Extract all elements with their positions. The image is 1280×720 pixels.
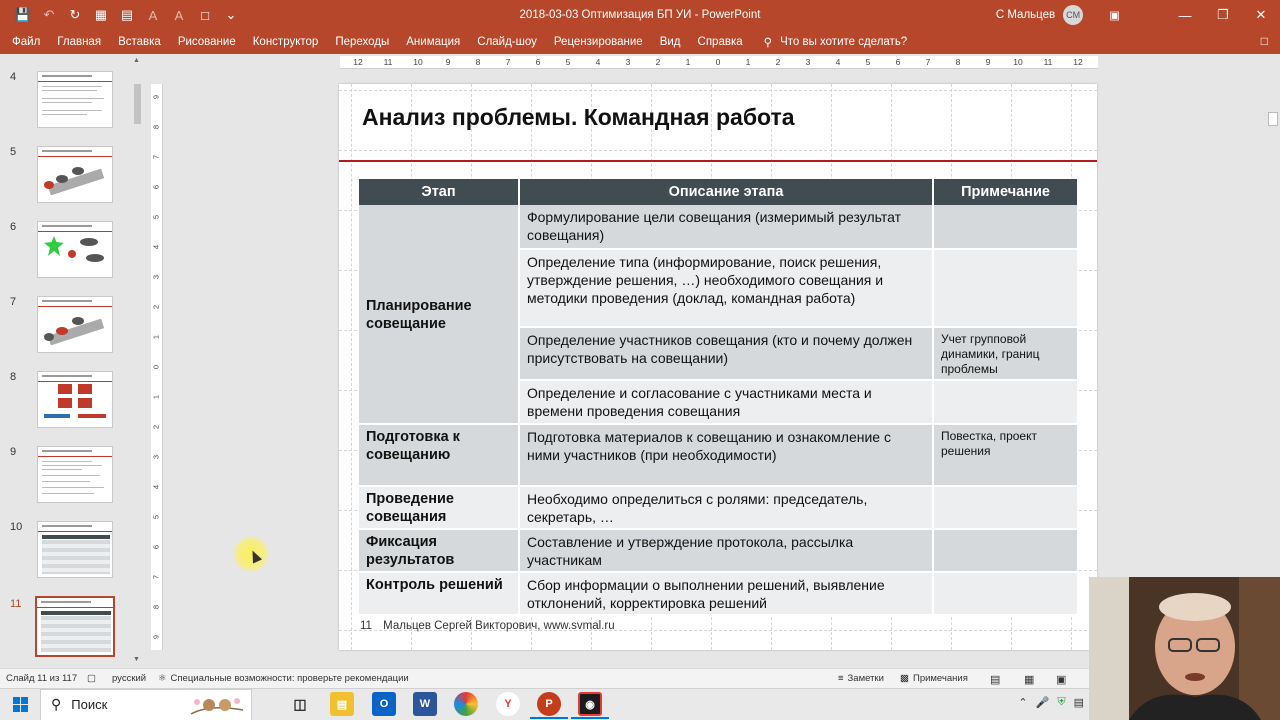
ruler-label: 8 xyxy=(955,57,961,67)
thumbnail-slide-11[interactable] xyxy=(0,598,132,662)
ruler-label: 10 xyxy=(1013,57,1023,67)
tab-home[interactable]: Главная xyxy=(57,36,102,48)
slide-title[interactable]: Анализ проблемы. Командная работа xyxy=(362,104,795,130)
quick-access-toolbar xyxy=(0,2,244,28)
table-header-row xyxy=(359,179,1077,205)
thumbnail-image xyxy=(37,446,113,503)
ruler-label: 7 xyxy=(925,57,931,67)
note-cell xyxy=(933,529,1077,572)
ruler-label: 2 xyxy=(775,57,781,67)
tab-slideshow[interactable]: Слайд-шоу xyxy=(477,36,537,48)
ruler-label: 5 xyxy=(151,214,161,220)
slide-thumbnails-pane xyxy=(0,54,146,668)
comment-icon: ▩ xyxy=(900,673,909,684)
save-icon[interactable]: 💾 xyxy=(14,7,32,22)
slide-sorter-icon[interactable]: ▦ xyxy=(1024,674,1035,686)
ribbon-tabs xyxy=(0,30,1280,54)
description-cell: Подготовка материалов к совещанию и ознакомление с ними участников (при необходимости) xyxy=(519,424,933,486)
ruler-label: 3 xyxy=(151,274,161,280)
note-cell xyxy=(933,205,1077,249)
description-cell: Определение участников совещания (кто и почему должен присутствовать на совещании) xyxy=(519,327,933,380)
ruler-label: 8 xyxy=(151,124,161,130)
notes-icon: ≡ xyxy=(838,673,844,684)
description-cell: Необходимо определиться с ролями: председатель, секретарь, … xyxy=(519,486,933,529)
window-title: 2018-03-03 Оптимизация БП УИ - PowerPoint xyxy=(519,9,761,21)
customize-qat-icon[interactable]: ⌄ xyxy=(225,7,237,22)
thumbnail-number: 7 xyxy=(10,296,17,308)
tray-chevron-icon[interactable]: ⌃ xyxy=(1018,697,1028,709)
comments-label: Примечания xyxy=(912,673,968,684)
scroll-down-icon[interactable]: ▼ xyxy=(133,656,140,663)
thumbnail-slide-4[interactable] xyxy=(0,71,132,135)
table-row xyxy=(359,529,1077,572)
security-icon[interactable]: ⛨ xyxy=(1057,696,1066,708)
thumbnail-number: 9 xyxy=(10,446,17,458)
presenter-video-icon xyxy=(1089,577,1280,720)
thumbnail-slide-9[interactable] xyxy=(0,446,132,510)
ruler-label: 2 xyxy=(151,304,161,310)
ruler-label: 8 xyxy=(475,57,481,67)
present-icon[interactable]: ▦ xyxy=(94,7,108,22)
ruler-label: 4 xyxy=(595,57,601,67)
thumbnail-slide-5[interactable] xyxy=(0,146,132,210)
start-button[interactable] xyxy=(0,689,40,720)
stage-control: Контроль решений xyxy=(359,572,519,615)
ruler-label: 8 xyxy=(151,604,161,610)
thumbnail-image xyxy=(37,146,113,203)
comments-button[interactable] xyxy=(900,673,968,684)
shape-icon[interactable]: □ xyxy=(201,7,209,23)
stage-planning: Планирование совещание xyxy=(359,205,519,424)
network-icon[interactable]: ▤ xyxy=(1073,697,1084,709)
thumbnail-number: 4 xyxy=(10,71,17,83)
search-label: Поиск xyxy=(71,697,108,712)
webcam-overlay xyxy=(1089,577,1280,720)
guide-line xyxy=(351,84,352,650)
ruler-label: 6 xyxy=(151,184,161,190)
title-bar xyxy=(0,0,1280,30)
thumbnail-image xyxy=(37,371,113,428)
ruler-label: 6 xyxy=(895,57,901,67)
from-start-icon[interactable]: ▤ xyxy=(120,7,134,22)
tell-me-search[interactable] xyxy=(764,35,908,49)
ruler-label: 2 xyxy=(655,57,661,67)
table-row xyxy=(359,486,1077,529)
tab-help[interactable]: Справка xyxy=(697,36,743,48)
language-indicator[interactable]: русский xyxy=(112,673,147,684)
stage-fixation: Фиксация результатов xyxy=(359,529,519,572)
minimize-icon[interactable]: — xyxy=(1178,7,1192,23)
powerpoint-icon[interactable]: P xyxy=(537,692,561,716)
reading-view-icon[interactable]: ▣ xyxy=(1056,674,1067,686)
ruler-label: 11 xyxy=(383,57,393,67)
thumbnail-number: 11 xyxy=(10,598,22,610)
stage-conduct: Проведение совещания xyxy=(359,486,519,529)
notes-label: Заметки xyxy=(847,673,884,684)
accessibility-label: Специальные возможности: проверьте рекомендации xyxy=(170,673,409,684)
thumbnail-slide-8[interactable] xyxy=(0,371,132,435)
tell-me-label: Что вы хотите сделать? xyxy=(780,36,908,48)
lightbulb-icon: ⚲ xyxy=(763,37,773,49)
header-stage: Этап xyxy=(359,179,519,205)
slide-number: 11 xyxy=(360,620,372,632)
accessibility-icon: ⚛ xyxy=(158,673,167,684)
file-explorer-icon[interactable]: ▤ xyxy=(330,692,354,716)
scrollbar-thumb[interactable] xyxy=(134,84,141,124)
tab-insert[interactable]: Вставка xyxy=(118,36,161,48)
yandex-browser-icon[interactable]: Y xyxy=(496,692,520,716)
close-icon[interactable]: ✕ xyxy=(1255,7,1267,22)
footer-text: Мальцев Сергей Викторович, www.svmal.ru xyxy=(383,620,615,632)
note-cell xyxy=(933,380,1077,424)
windows-taskbar xyxy=(0,688,1280,720)
thumbnail-image xyxy=(37,71,113,128)
ruler-label: 4 xyxy=(151,484,161,490)
windows-logo-icon xyxy=(13,697,28,712)
microphone-icon[interactable]: 🎤 xyxy=(1035,697,1050,709)
normal-view-icon[interactable]: ▤ xyxy=(990,674,1001,686)
note-cell xyxy=(933,572,1077,615)
guide-line xyxy=(339,90,1097,91)
scrollbar-thumb[interactable] xyxy=(1268,112,1278,126)
tab-transitions[interactable]: Переходы xyxy=(335,36,390,48)
outlook-icon[interactable]: O xyxy=(372,692,396,716)
tab-view[interactable]: Вид xyxy=(659,36,681,48)
thumbnail-slide-6[interactable] xyxy=(0,221,132,285)
horizontal-ruler xyxy=(340,56,1098,69)
thumbnail-slide-7[interactable] xyxy=(0,296,132,360)
taskbar-search[interactable] xyxy=(40,689,252,720)
ruler-label: 1 xyxy=(151,334,161,340)
ruler-label: 2 xyxy=(151,424,161,430)
thumbnail-slide-10[interactable] xyxy=(0,521,132,585)
ruler-label: 9 xyxy=(445,57,451,67)
active-app-indicator xyxy=(571,717,609,719)
stage-preparation: Подготовка к совещанию xyxy=(359,424,519,486)
spellcheck-icon[interactable]: ▢ xyxy=(87,673,96,684)
user-name: С Мальцев xyxy=(995,9,1056,21)
ruler-label: 4 xyxy=(835,57,841,67)
ruler-label: 9 xyxy=(151,94,161,100)
thumbnail-number: 5 xyxy=(10,146,17,158)
ruler-label: 12 xyxy=(353,57,363,67)
font-shrink-icon[interactable]: A xyxy=(174,7,184,23)
ruler-label: 6 xyxy=(151,544,161,550)
ruler-label: 1 xyxy=(685,57,691,67)
search-decoration-icon xyxy=(189,694,245,718)
active-app-indicator xyxy=(530,717,568,719)
task-view-icon[interactable]: ◫ xyxy=(293,695,307,712)
ruler-label: 9 xyxy=(985,57,991,67)
redo-icon[interactable]: ↻ xyxy=(69,7,81,22)
note-cell xyxy=(933,249,1077,327)
status-bar xyxy=(0,668,1280,688)
maximize-icon[interactable]: ❐ xyxy=(1217,7,1229,22)
table-row xyxy=(359,424,1077,486)
guide-line xyxy=(339,150,1097,151)
accessibility-check[interactable] xyxy=(158,673,409,684)
ribbon-display-icon[interactable]: ▣ xyxy=(1109,10,1120,22)
avatar: СМ xyxy=(1063,5,1083,25)
undo-icon[interactable]: ↶ xyxy=(43,7,55,22)
ruler-label: 4 xyxy=(151,244,161,250)
tab-design[interactable]: Конструктор xyxy=(252,36,319,48)
thumbnail-image xyxy=(37,221,113,278)
ruler-label: 5 xyxy=(865,57,871,67)
tab-file[interactable]: Файл xyxy=(12,36,41,48)
tab-draw[interactable]: Рисование xyxy=(177,36,236,48)
thumbnails-scrollbar[interactable] xyxy=(131,54,144,668)
browser-icon[interactable] xyxy=(454,692,478,716)
ruler-label: 7 xyxy=(505,57,511,67)
notes-button[interactable] xyxy=(838,673,884,684)
window-controls xyxy=(1166,0,1280,30)
ruler-label: 1 xyxy=(745,57,751,67)
ruler-label: 3 xyxy=(805,57,811,67)
slide-counter: Слайд 11 из 117 xyxy=(6,673,78,684)
note-cell: Повестка, проект решения xyxy=(933,424,1077,486)
ruler-label: 10 xyxy=(413,57,423,67)
description-cell: Определение типа (информирование, поиск решения, утверждение решения, …) необходимого совещания и методики проведения (доклад, командная работа) xyxy=(519,249,933,327)
vertical-ruler xyxy=(151,84,163,650)
ruler-label: 9 xyxy=(151,634,161,640)
ruler-label: 0 xyxy=(151,364,161,370)
thumbnail-number: 8 xyxy=(10,371,17,383)
comments-icon[interactable]: □ xyxy=(1260,34,1268,48)
thumbnail-image xyxy=(37,521,113,578)
search-icon: ⚲ xyxy=(51,696,62,712)
note-cell: Учет групповой динамики, границ проблемы xyxy=(933,327,1077,380)
description-cell: Составление и утверждение протокола, рассылка участникам xyxy=(519,529,933,572)
description-cell: Определение и согласование с участниками места и времени проведения совещания xyxy=(519,380,933,424)
ruler-label: 6 xyxy=(535,57,541,67)
header-note: Примечание xyxy=(933,179,1077,205)
tab-review[interactable]: Рецензирование xyxy=(553,36,643,48)
description-cell: Сбор информации о выполнении решений, выявление отклонений, корректировка решений xyxy=(519,572,933,615)
ruler-label: 12 xyxy=(1073,57,1083,67)
ruler-label: 7 xyxy=(151,154,161,160)
ruler-label: 7 xyxy=(151,574,161,580)
thumbnail-number: 6 xyxy=(10,221,17,233)
slide-footer xyxy=(360,620,615,632)
font-grow-icon[interactable]: A xyxy=(148,7,158,23)
stages-table[interactable] xyxy=(359,179,1077,616)
thumbnail-image xyxy=(37,296,113,353)
ruler-label: 5 xyxy=(151,514,161,520)
screen-recorder-icon[interactable]: ◉ xyxy=(578,692,602,716)
scroll-up-icon[interactable]: ▲ xyxy=(133,57,140,64)
header-description: Описание этапа xyxy=(519,179,933,205)
editor-scrollbar[interactable] xyxy=(1266,54,1280,668)
description-cell: Формулирование цели совещания (измеримый результат совещания) xyxy=(519,205,933,249)
user-account[interactable] xyxy=(996,5,1120,25)
table-row xyxy=(359,205,1077,249)
ruler-label: 3 xyxy=(151,454,161,460)
ruler-label: 0 xyxy=(715,57,721,67)
ruler-label: 5 xyxy=(565,57,571,67)
title-divider xyxy=(339,160,1097,162)
note-cell xyxy=(933,486,1077,529)
thumbnail-image xyxy=(35,596,115,657)
ruler-label: 3 xyxy=(625,57,631,67)
system-tray xyxy=(1018,696,1084,709)
tab-animations[interactable]: Анимация xyxy=(406,36,461,48)
thumbnail-number: 10 xyxy=(10,521,23,533)
table-row xyxy=(359,572,1077,615)
word-icon[interactable]: W xyxy=(413,692,437,716)
ruler-label: 11 xyxy=(1043,57,1053,67)
ruler-label: 1 xyxy=(151,394,161,400)
slide-canvas[interactable] xyxy=(339,84,1097,650)
